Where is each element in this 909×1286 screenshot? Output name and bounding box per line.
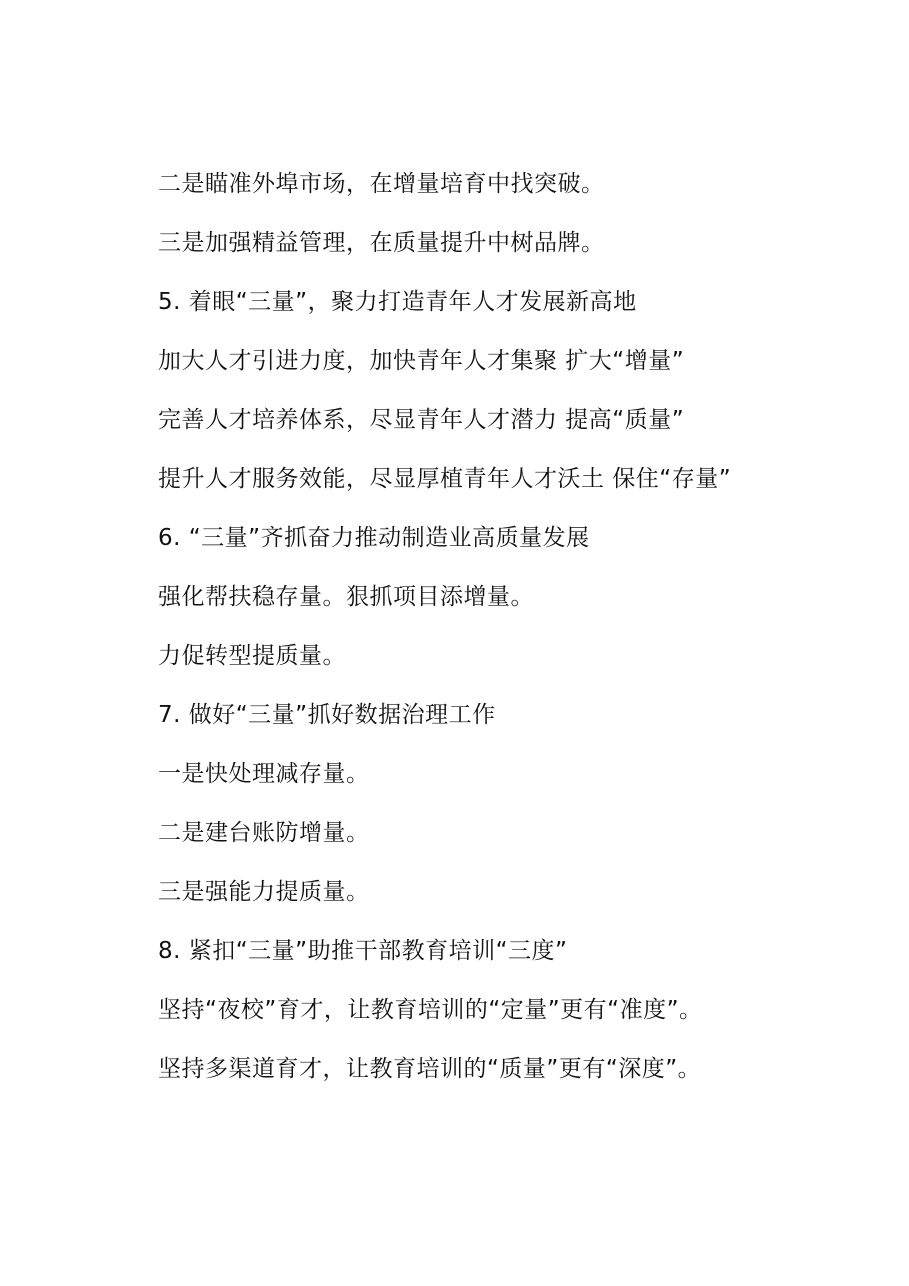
- body-line: 强化帮扶稳存量。狠抓项目添增量。: [158, 584, 534, 610]
- body-line: 三是加强精益管理，在质量提升中树品牌。: [158, 230, 605, 256]
- body-line: 坚持多渠道育才，让教育培训的“质量”更有“深度”。: [158, 1056, 702, 1082]
- body-line: 加大人才引进力度，加快青年人才集聚 扩大“增量”: [158, 348, 685, 374]
- body-line: 完善人才培养体系，尽显青年人才潜力 提高“质量”: [158, 407, 685, 433]
- body-line: 提升人才服务效能，尽显厚植青年人才沃土 保住“存量”: [158, 466, 732, 492]
- body-line: 三是强能力提质量。: [158, 879, 370, 905]
- section-heading-5: 5. 着眼“三量”，聚力打造青年人才发展新高地: [158, 289, 637, 315]
- body-line: 二是建台账防增量。: [158, 820, 370, 846]
- section-heading-6: 6. “三量”齐抓奋力推动制造业高质量发展: [158, 525, 590, 551]
- body-line: 二是瞄准外埠市场，在增量培育中找突破。: [158, 171, 605, 197]
- section-heading-7: 7. 做好“三量”抓好数据治理工作: [158, 702, 496, 728]
- body-line: 坚持“夜校”育才，让教育培训的“定量”更有“准度”。: [158, 997, 703, 1023]
- body-line: 一是快处理减存量。: [158, 761, 370, 787]
- body-line: 力促转型提质量。: [158, 643, 346, 669]
- section-heading-8: 8. 紧扣“三量”助推干部教育培训“三度”: [158, 938, 568, 964]
- document-body: [158, 163, 858, 1107]
